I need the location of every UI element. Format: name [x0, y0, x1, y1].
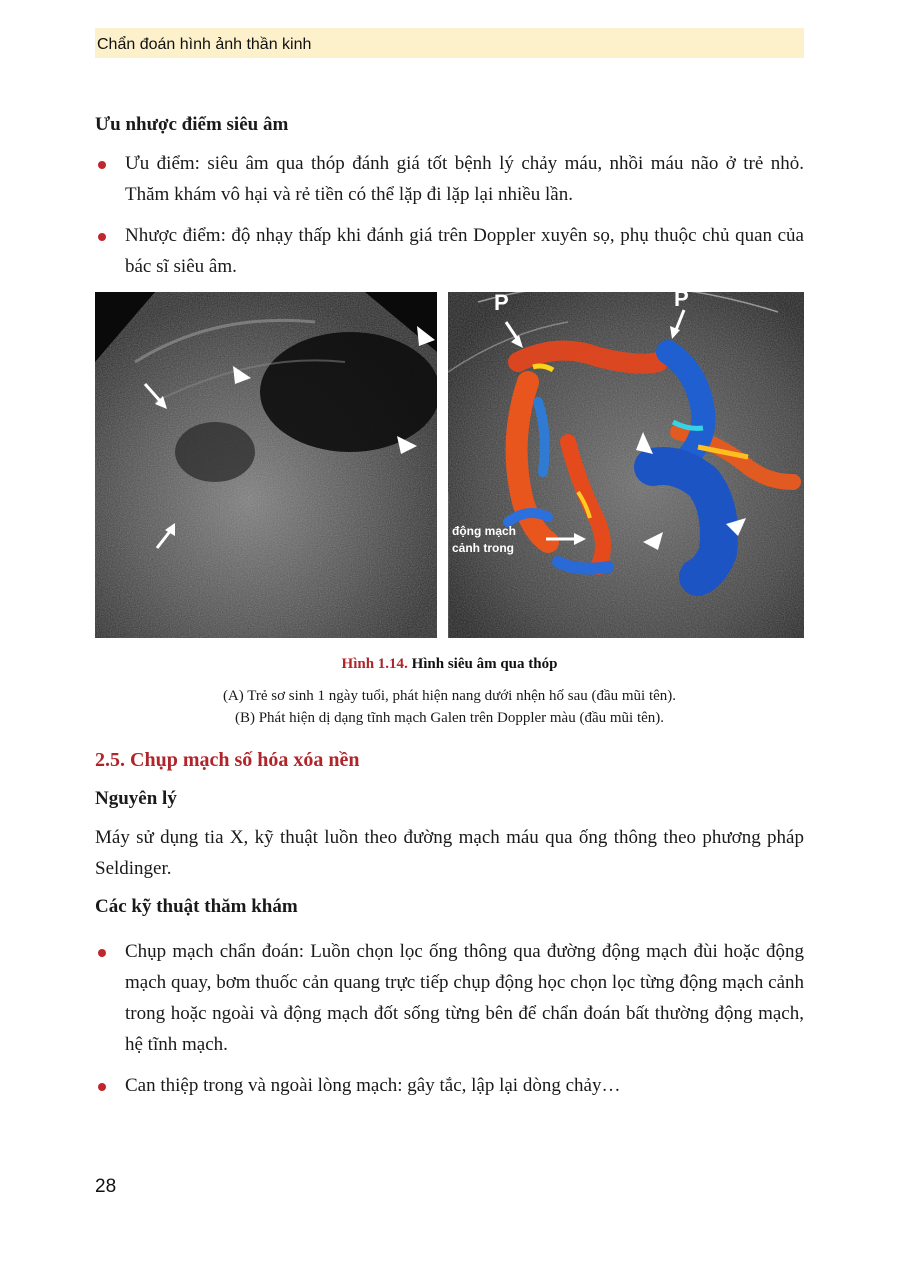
page-number: 28 [95, 1176, 117, 1197]
bullet-icon [98, 949, 106, 957]
orientation-letter: P [674, 292, 689, 311]
bullet-icon [98, 233, 106, 241]
principle-title: Nguyên lý [95, 788, 177, 809]
orientation-letter: P [494, 292, 509, 315]
advantages-title: Ưu nhược điểm siêu âm [95, 114, 289, 135]
list-item: Chụp mạch chẩn đoán: Luồn chọn lọc ống thông qua đường động mạch đùi hoặc động mạch quay, bơm thuốc cản quang trực tiếp chụp động học chọn lọc từng động mạch cảnh trong hoặc ngoài và động mạch đốt sống từng bên để chẩn đoán bất thường động mạch, hệ tĩnh mạch. [95, 936, 804, 1060]
bullet-icon [98, 1083, 106, 1091]
bullet-icon [98, 161, 106, 169]
advantages-list [95, 148, 804, 282]
ultrasound-panel-b [448, 292, 804, 638]
figure-note-a: (A) Trẻ sơ sinh 1 ngày tuổi, phát hiện nang dưới nhện hố sau (đầu mũi tên). [222, 688, 677, 704]
running-title: Chẩn đoán hình ảnh thần kinh [97, 36, 312, 53]
figure-note-b: (B) Phát hiện dị dạng tĩnh mạch Galen trên Doppler màu (đầu mũi tên). [234, 710, 665, 726]
artery-label-line1: động mạch [452, 524, 517, 538]
doppler-image-b [448, 292, 804, 638]
section-title: 2.5. Chụp mạch số hóa xóa nền [95, 749, 360, 771]
page-content [95, 112, 804, 1111]
list-item: Nhược điểm: độ nhạy thấp khi đánh giá trên Doppler xuyên sọ, phụ thuộc chủ quan của bác sĩ siêu âm. [95, 220, 804, 282]
running-header [95, 28, 804, 58]
figure-number: Hình 1.14 [341, 656, 405, 672]
artery-label-line2: cảnh trong [452, 541, 514, 555]
list-item: Can thiệp trong và ngoài lòng mạch: gây tắc, lập lại dòng chảy… [95, 1070, 804, 1101]
principle-text: Máy sử dụng tia X, kỹ thuật luồn theo đường mạch máu qua ống thông theo phương pháp Seldinger. [95, 827, 804, 879]
figure-notes [95, 685, 804, 729]
figure-caption: Hình 1.14. Hình siêu âm qua thóp [341, 656, 558, 672]
list-item: Ưu điểm: siêu âm qua thóp đánh giá tốt bệnh lý chảy máu, nhồi máu não ở trẻ nhỏ. Thăm khám vô hại và rẻ tiền có thể lặp đi lặp lại nhiều lần. [95, 148, 804, 210]
figure-title: Hình siêu âm qua thóp [411, 656, 558, 672]
ultrasound-image-a [95, 292, 437, 638]
techniques-list [95, 936, 804, 1101]
ultrasound-figure [95, 292, 804, 638]
ultrasound-panel-a [95, 292, 437, 638]
techniques-title: Các kỹ thuật thăm khám [95, 896, 298, 917]
